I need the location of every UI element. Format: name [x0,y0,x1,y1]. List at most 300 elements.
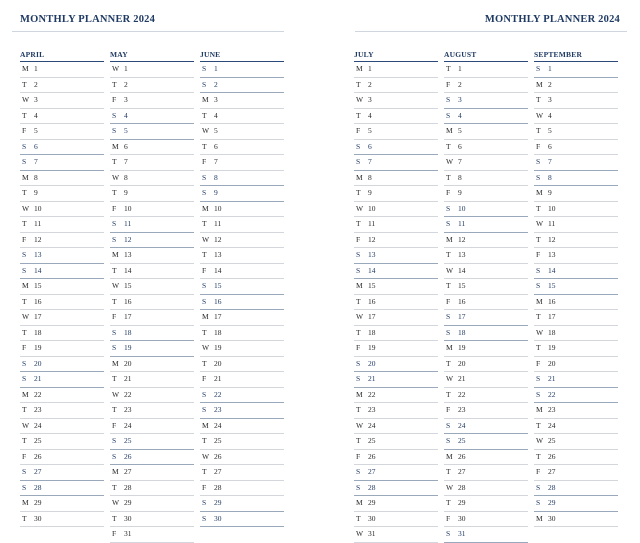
day-row[interactable] [20,93,104,109]
weekday-letter: W [22,312,30,321]
day-row[interactable] [444,326,528,342]
day-row[interactable] [110,465,194,481]
day-number: 30 [124,513,132,523]
day-row[interactable] [20,403,104,419]
day-row[interactable] [444,434,528,450]
weekday-letter: S [22,374,27,383]
weekday-letter: F [356,451,361,461]
weekday-letter: F [446,79,451,89]
day-row[interactable] [354,109,438,125]
day-number: 17 [214,312,222,321]
day-number: 24 [34,420,42,430]
day-row[interactable] [200,78,284,94]
day-row[interactable] [534,496,618,512]
day-number: 29 [214,498,222,507]
day-row[interactable] [444,403,528,419]
day-row[interactable] [444,155,528,171]
day-number: 8 [368,172,372,182]
weekday-letter: M [202,312,209,321]
day-row[interactable] [110,202,194,218]
day-row[interactable] [534,202,618,218]
day-row[interactable] [20,372,104,388]
weekday-letter: F [446,188,451,197]
day-row[interactable] [534,357,618,373]
day-row[interactable] [444,512,528,528]
day-row[interactable] [354,217,438,233]
weekday-letter: T [536,420,541,430]
day-row[interactable] [200,217,284,233]
day-row[interactable] [444,93,528,109]
day-row[interactable] [110,279,194,295]
day-row[interactable] [200,512,284,528]
day-number: 12 [548,234,556,244]
day-number: 14 [458,265,466,275]
weekday-letter: M [356,172,363,182]
day-row[interactable] [444,62,528,78]
day-row[interactable] [200,140,284,156]
weekday-letter: F [112,420,117,430]
day-row[interactable] [534,388,618,404]
day-row[interactable] [534,217,618,233]
day-number: 19 [34,343,42,352]
day-number: 27 [124,467,132,476]
day-row[interactable] [534,264,618,280]
day-number: 4 [124,110,128,120]
day-row[interactable] [200,155,284,171]
day-number: 6 [458,141,462,151]
day-row[interactable] [110,388,194,404]
day-row[interactable] [534,62,618,78]
day-row[interactable] [444,217,528,233]
day-number: 21 [368,374,376,383]
day-row[interactable] [110,109,194,125]
weekday-letter: S [356,157,361,166]
day-row[interactable] [444,264,528,280]
day-number: 11 [368,219,376,228]
day-row[interactable] [354,434,438,450]
day-number: 7 [34,157,38,166]
day-row[interactable] [354,78,438,94]
day-row[interactable] [200,186,284,202]
day-row[interactable] [444,171,528,187]
weekday-letter: F [202,482,207,492]
day-number: 28 [124,482,132,492]
day-row[interactable] [534,310,618,326]
day-row[interactable] [200,341,284,357]
day-row[interactable] [354,481,438,497]
day-row[interactable] [200,279,284,295]
month-name: AUGUST [444,50,528,62]
weekday-letter: F [536,467,541,476]
day-row[interactable] [354,279,438,295]
day-row[interactable] [200,202,284,218]
day-row[interactable] [444,279,528,295]
day-number: 11 [548,219,556,228]
day-row[interactable] [110,264,194,280]
weekday-letter: S [22,467,27,476]
day-row[interactable] [354,419,438,435]
weekday-letter: W [112,64,120,73]
day-row[interactable] [444,388,528,404]
weekday-letter: T [356,296,361,306]
day-row[interactable] [354,403,438,419]
day-number: 3 [124,95,128,104]
day-row[interactable] [354,124,438,140]
day-number: 24 [214,420,222,430]
day-row[interactable] [200,233,284,249]
day-row[interactable] [444,109,528,125]
day-row[interactable] [200,124,284,140]
day-number: 8 [124,172,128,182]
day-row[interactable] [444,295,528,311]
day-row[interactable] [200,171,284,187]
weekday-letter: T [446,250,451,259]
month-name: JULY [354,50,438,62]
day-row[interactable] [110,140,194,156]
day-row[interactable] [444,465,528,481]
weekday-letter: T [202,250,207,259]
day-number: 11 [214,219,222,228]
day-number: 25 [214,436,222,445]
weekday-letter: S [112,451,117,461]
day-row[interactable] [354,186,438,202]
day-number: 24 [458,420,466,430]
day-row[interactable] [20,248,104,264]
day-row[interactable] [200,465,284,481]
weekday-letter: W [446,157,454,166]
weekday-letter: F [446,513,451,523]
day-number: 14 [34,265,42,275]
day-row[interactable] [534,512,618,528]
weekday-letter: S [536,64,541,73]
day-row[interactable] [444,248,528,264]
day-row[interactable] [20,512,104,528]
day-row[interactable] [534,155,618,171]
day-row[interactable] [110,171,194,187]
day-row[interactable] [354,93,438,109]
day-number: 12 [368,234,376,244]
day-number: 20 [124,358,132,368]
day-row[interactable] [200,264,284,280]
day-number: 11 [124,219,132,228]
day-row[interactable] [444,372,528,388]
day-row[interactable] [110,341,194,357]
day-row[interactable] [444,357,528,373]
day-row[interactable] [354,140,438,156]
day-row[interactable] [354,233,438,249]
day-row[interactable] [110,372,194,388]
day-row[interactable] [354,341,438,357]
day-row[interactable] [20,357,104,373]
weekday-letter: W [446,482,454,492]
day-row[interactable] [354,264,438,280]
day-number: 4 [548,110,552,120]
day-row[interactable] [200,496,284,512]
day-row[interactable] [534,186,618,202]
day-row[interactable] [200,295,284,311]
day-row[interactable] [444,186,528,202]
weekday-letter: T [356,79,361,89]
day-row[interactable] [534,450,618,466]
day-number: 21 [548,374,556,383]
day-row[interactable] [444,202,528,218]
weekday-letter: M [536,188,543,197]
day-row[interactable] [20,186,104,202]
weekday-letter: S [446,219,451,228]
weekday-letter: T [446,172,451,182]
day-row[interactable] [20,78,104,94]
day-row[interactable] [444,140,528,156]
day-row[interactable] [20,202,104,218]
day-row[interactable] [110,295,194,311]
day-row[interactable] [200,372,284,388]
day-number: 23 [34,405,42,414]
day-row[interactable] [354,465,438,481]
day-number: 14 [214,265,222,275]
day-row[interactable] [444,341,528,357]
weekday-letter: W [112,389,120,399]
day-row[interactable] [200,326,284,342]
day-row[interactable] [444,124,528,140]
day-row[interactable] [200,310,284,326]
weekday-letter: S [536,498,541,507]
day-row[interactable] [20,233,104,249]
day-row[interactable] [20,326,104,342]
weekday-letter: F [22,126,27,135]
day-number: 29 [548,498,556,507]
day-row[interactable] [110,186,194,202]
day-number: 7 [368,157,372,166]
weekday-letter: M [356,64,363,73]
weekday-letter: T [22,79,27,89]
day-row[interactable] [110,403,194,419]
weekday-letter: S [446,312,451,321]
weekday-letter: T [22,327,27,337]
day-number: 10 [124,203,132,213]
day-number: 22 [214,389,222,399]
day-row[interactable] [20,434,104,450]
day-row[interactable] [444,496,528,512]
day-row[interactable] [110,62,194,78]
day-row[interactable] [534,403,618,419]
day-row[interactable] [200,62,284,78]
day-number: 25 [368,436,376,445]
day-row[interactable] [20,217,104,233]
day-row[interactable] [200,403,284,419]
day-number: 30 [34,513,42,523]
day-row[interactable] [110,496,194,512]
day-row[interactable] [110,78,194,94]
day-row[interactable] [110,310,194,326]
weekday-letter: S [202,64,207,73]
day-number: 5 [34,126,38,135]
day-row[interactable] [444,527,528,543]
day-row[interactable] [20,171,104,187]
day-number: 5 [214,126,218,135]
day-row[interactable] [200,434,284,450]
day-row[interactable] [534,372,618,388]
day-row[interactable] [20,62,104,78]
day-row[interactable] [534,465,618,481]
day-number: 15 [548,281,556,290]
day-row[interactable] [354,295,438,311]
day-row[interactable] [200,109,284,125]
day-row[interactable] [110,527,194,543]
day-row[interactable] [20,279,104,295]
day-number: 16 [548,296,556,306]
day-number: 6 [548,141,552,151]
day-row[interactable] [110,124,194,140]
day-number: 20 [368,358,376,368]
day-number: 29 [368,498,376,507]
day-row[interactable] [200,93,284,109]
day-row[interactable] [354,496,438,512]
day-row[interactable] [200,248,284,264]
day-number: 20 [214,358,222,368]
day-number: 15 [124,281,132,290]
day-number: 3 [368,95,372,104]
day-row[interactable] [354,62,438,78]
day-row[interactable] [534,233,618,249]
day-row[interactable] [200,388,284,404]
weekday-letter: T [22,405,27,414]
day-row[interactable] [354,171,438,187]
weekday-letter: M [446,234,453,244]
day-row[interactable] [444,419,528,435]
day-row[interactable] [20,310,104,326]
day-row[interactable] [534,295,618,311]
weekday-letter: F [356,234,361,244]
day-row[interactable] [110,233,194,249]
day-row[interactable] [534,140,618,156]
day-row[interactable] [200,481,284,497]
day-number: 17 [124,312,132,321]
weekday-letter: F [22,234,27,244]
weekday-letter: S [202,281,207,290]
day-row[interactable] [20,124,104,140]
day-row[interactable] [20,481,104,497]
day-row[interactable] [20,341,104,357]
day-row[interactable] [534,93,618,109]
day-row[interactable] [534,481,618,497]
weekday-letter: S [356,265,361,275]
weekday-letter: M [536,405,543,414]
day-row[interactable] [20,465,104,481]
day-number: 24 [368,420,376,430]
weekday-letter: S [536,482,541,492]
day-row[interactable] [534,171,618,187]
day-row[interactable] [444,233,528,249]
day-row[interactable] [534,78,618,94]
month-column [110,50,194,543]
day-row[interactable] [534,279,618,295]
day-row[interactable] [20,295,104,311]
day-row[interactable] [354,357,438,373]
day-row[interactable] [534,419,618,435]
day-row[interactable] [444,481,528,497]
weekday-letter: F [536,250,541,259]
day-row[interactable] [354,512,438,528]
day-number: 19 [458,343,466,352]
day-row[interactable] [534,341,618,357]
weekday-letter: W [536,436,544,445]
day-row[interactable] [20,109,104,125]
day-row[interactable] [354,388,438,404]
day-number: 31 [124,529,132,538]
weekday-letter: T [356,110,361,120]
weekday-letter: S [112,219,117,228]
day-row[interactable] [20,496,104,512]
day-number: 29 [458,498,466,507]
day-row[interactable] [110,326,194,342]
day-number: 21 [214,374,222,383]
day-row[interactable] [354,310,438,326]
day-row[interactable] [354,450,438,466]
day-row[interactable] [534,326,618,342]
day-number: 9 [458,188,462,197]
day-row[interactable] [354,202,438,218]
day-row[interactable] [110,434,194,450]
day-row[interactable] [110,248,194,264]
day-row[interactable] [444,78,528,94]
day-row[interactable] [20,419,104,435]
left-title-divider [12,31,284,32]
day-number: 13 [214,250,222,259]
day-row[interactable] [444,310,528,326]
day-row[interactable] [110,512,194,528]
day-row[interactable] [534,248,618,264]
weekday-letter: T [536,203,541,213]
day-row[interactable] [444,450,528,466]
day-number: 8 [34,172,38,182]
weekday-letter: S [22,482,27,492]
day-row[interactable] [20,155,104,171]
day-number: 2 [458,79,462,89]
day-row[interactable] [534,434,618,450]
day-row[interactable] [110,93,194,109]
day-row[interactable] [200,357,284,373]
day-row[interactable] [354,527,438,543]
day-row[interactable] [20,388,104,404]
day-row[interactable] [354,372,438,388]
day-row[interactable] [110,481,194,497]
day-number: 14 [368,265,376,275]
day-row[interactable] [200,419,284,435]
day-row[interactable] [354,248,438,264]
day-row[interactable] [534,109,618,125]
day-number: 10 [458,203,466,213]
day-row[interactable] [110,419,194,435]
day-row[interactable] [110,357,194,373]
weekday-letter: T [446,389,451,399]
day-row[interactable] [200,450,284,466]
day-row[interactable] [20,264,104,280]
day-row[interactable] [20,140,104,156]
day-row[interactable] [20,450,104,466]
weekday-letter: M [112,250,119,259]
day-row[interactable] [110,450,194,466]
day-number: 17 [548,312,556,321]
day-row[interactable] [110,155,194,171]
day-number: 3 [214,95,218,104]
day-number: 22 [34,389,42,399]
day-row[interactable] [534,124,618,140]
day-row[interactable] [354,155,438,171]
day-number: 13 [458,250,466,259]
weekday-letter: T [356,513,361,523]
day-row[interactable] [354,326,438,342]
day-row[interactable] [110,217,194,233]
